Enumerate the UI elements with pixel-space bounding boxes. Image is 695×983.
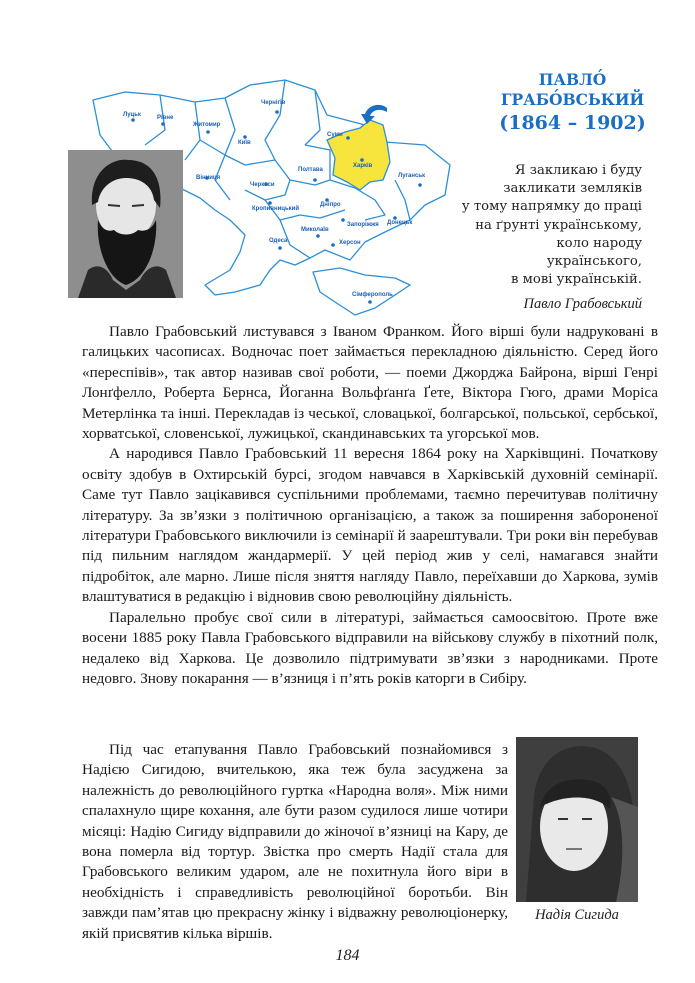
map-label-lutsk: Луцьк bbox=[123, 112, 141, 118]
map-label-kyiv: Київ bbox=[238, 140, 251, 146]
kharkiv-region-highlight bbox=[327, 120, 390, 190]
map-label-donetsk: Донецьк bbox=[387, 220, 413, 226]
map-label-vinnytsia: Вінниця bbox=[196, 175, 221, 181]
map-label-simferopol: Сімферополь bbox=[352, 292, 393, 298]
map-label-luhansk: Луганськ bbox=[398, 173, 426, 179]
body-text-narrow bbox=[82, 740, 508, 944]
epigraph-line: українського, bbox=[546, 254, 642, 270]
photo-caption: Надія Сигида bbox=[535, 907, 619, 923]
paragraph-1: Павло Грабовський листувався з Іваном Франком. Його вірші були надруковані в галицьких часописах. Водночас поет займається перекладною діяльністю. Серед його «переспівів», так автор називав свої роботи, — поеми Джорджа Байрона, вірші Генрі Лонґфелло, Роберта Бернса, Йоганна Вольфґанґа Ґете, Віктора Гюго, драми Моріса Метерлінка та інші. Перекладав із чеської, словацької, болгарської, польської, сербської, хорватської, словенської, лужицької, скандинавських та угорської мов. bbox=[82, 323, 658, 443]
paragraph-4: Під час етапування Павло Грабовський познайомився з Надією Сигидою, вчителькою, яка теж була засуджена за належність до революційного гуртка «Народна воля». Між ними спалахнуло щире кохання, але бути разом судилося лише чотири місяці: Надію Сигиду відправили до жіночої в’язниці на Кару, де вона померла від тортур. Звістка про смерть Надії стала для Грабовського великим ударом, але не похитнула його віри в необхідність і справедливість революційної боротьби. Він завжди пам’ятав цю прекрасну жінку і відважну революціонерку, якій присвятив кілька віршів. bbox=[82, 741, 508, 942]
map-label-sumy: Суми bbox=[327, 132, 343, 138]
epigraph-line: Я закликаю і буду bbox=[514, 163, 642, 178]
map-label-poltava: Полтава bbox=[298, 167, 323, 173]
epigraph-line: у тому напрямку до праці bbox=[461, 199, 642, 215]
map-label-kharkiv: Харків bbox=[353, 163, 373, 169]
epigraph-line: коло народу bbox=[556, 235, 642, 251]
author-years: (1864 – 1902) bbox=[499, 112, 646, 134]
page-number: 184 bbox=[335, 947, 360, 964]
epigraph-line: на ґрунті українському, bbox=[475, 217, 642, 233]
epigraph bbox=[412, 162, 642, 314]
map-label-cherkasy: Черкаси bbox=[250, 182, 275, 188]
portrait-photo-syhyda bbox=[516, 737, 638, 902]
epigraph-line: в мові українській. bbox=[511, 272, 642, 288]
map-label-kropyvnytskyi: Кропивницький bbox=[252, 206, 300, 212]
map-label-zhytomyr: Житомир bbox=[193, 122, 221, 128]
paragraph-3: Паралельно пробує свої сили в літературі, займається самоосвітою. Проте вже восени 1885 року Павла Грабовського відправили на військову службу в піхотний полк, недалеко від Харкова. Це дозволило підтримувати зв’язки з народниками. Проте недовго. Знову покарання — в’язниця і п’ять років каторги в Сибіру. bbox=[82, 608, 658, 687]
map-label-zaporizhzhia: Запоріжжя bbox=[347, 222, 379, 228]
map-label-rivne: Рівне bbox=[157, 115, 174, 121]
epigraph-author: Павло Грабовський bbox=[523, 296, 642, 313]
map-label-mykolaiv: Миколаїв bbox=[301, 227, 329, 233]
map-label-odesa: Одеса bbox=[269, 238, 288, 244]
epigraph-line: закликати земляків bbox=[503, 181, 642, 197]
author-last-name: ГРАБО́ВСЬКИЙ bbox=[500, 90, 645, 109]
map-label-kherson: Херсон bbox=[339, 240, 361, 246]
author-first-name: ПАВЛО́ bbox=[538, 70, 607, 89]
map-label-chernihiv: Чернігів bbox=[261, 100, 286, 106]
body-text-main bbox=[82, 322, 658, 689]
author-title bbox=[490, 70, 655, 135]
map-label-dnipro: Дніпро bbox=[320, 202, 341, 208]
paragraph-2: А народився Павло Грабовський 11 вересня 1864 року на Харківщині. Початкову освіту здобув в Охтирській бурсі, згодом навчався в Харківській духовній семінарії. Саме тут Павло зацікавився суспільними проблемами, таємно перечитував політичну літературу. За зв’язки з політичною організацією, а також за поширення забороненої літератури Грабовського виключили із семінарії й заарештували. Три роки він перебував під пильним наглядом жандармерії. У цей період жив у селі, намагався знайти підробіток, але марно. Лише після зняття нагляду Павло, переїхавши до Харкова, зумів влаштуватися в редакцію і відновив свою революційну діяльність. bbox=[82, 445, 658, 606]
portrait-photo-grabovsky bbox=[68, 150, 183, 298]
